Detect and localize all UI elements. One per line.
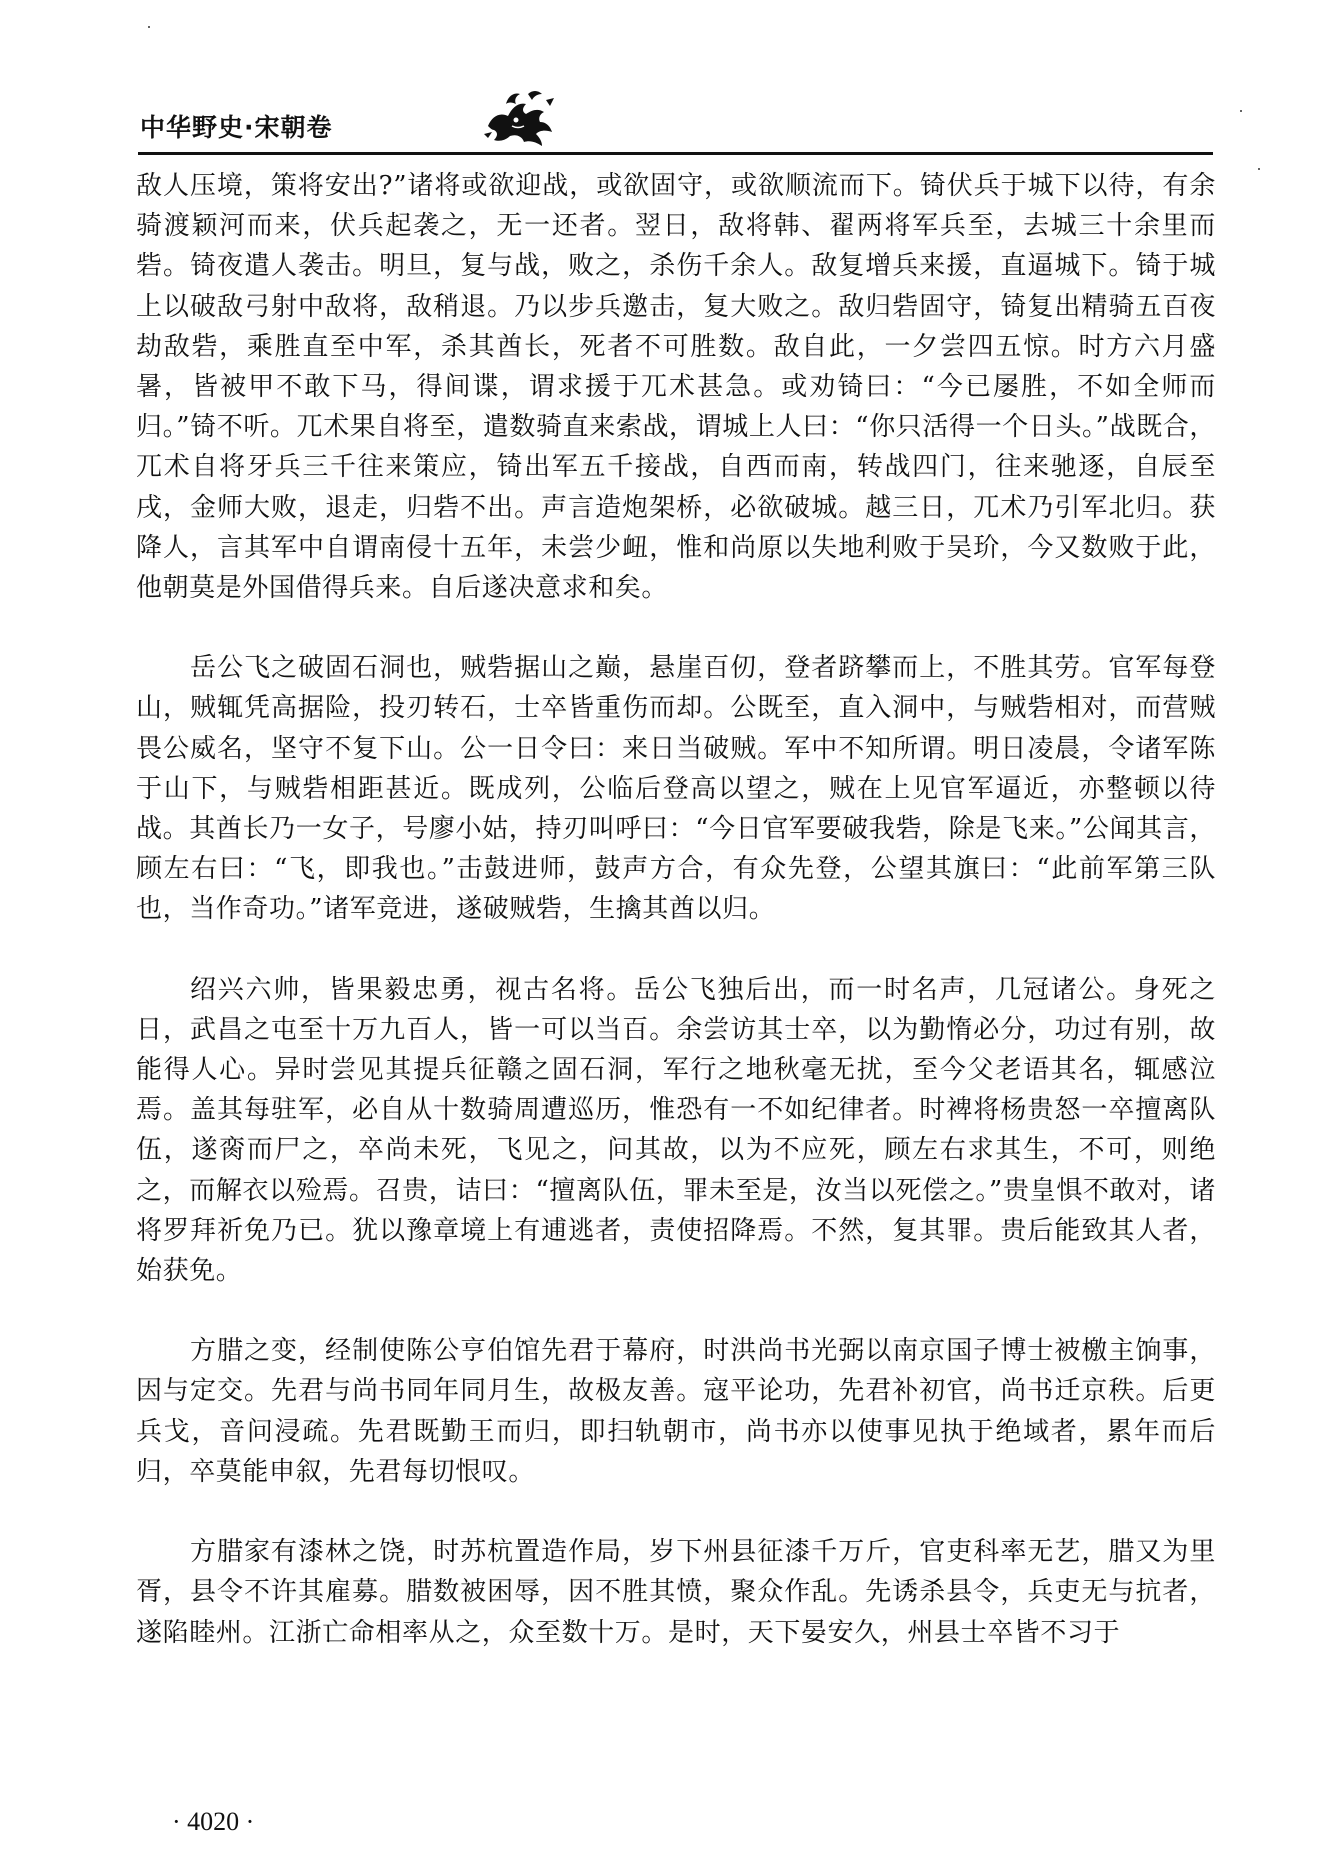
paragraph-2: 岳公飞之破固石洞也，贼砦据山之巅，悬崖百仞，登者跻攀而上，不胜其劳。官军每登山，贼辄凭高据险，投刃转石，士卒皆重伤而却。公既至，直入洞中，与贼砦相对，而营贼畏公威名，坚守不复下山。公一日令曰：来日当破贼。军中不知所谓。明日凌晨，令诸军陈于山下，与贼砦相距甚近。既成列，公临后登高以望之，贼在上见官军逼近，亦整顿以待战。其酋长乃一女子，号廖小姑，持刃叫呼曰：“今日官军要破我砦，除是飞来。”公闻其言，顾左右曰：“飞，即我也。”击鼓进师，鼓声方合，有众先登，公望其旗曰：“此前军第三队也，当作奇功。”诸军竞进，遂破贼砦，生擒其酋以归。: [136, 653, 1216, 925]
scan-speck: [1240, 110, 1242, 112]
running-title: 中华野史·宋朝卷: [140, 113, 333, 142]
paragraph-4: 方腊之变，经制使陈公亨伯馆先君于幕府，时洪尚书光弼以南京国子博士被檄主饷事，因与定交。先君与尚书同年同月生，故极友善。寇平论功，先君补初官，尚书迁京秩。后更兵戈，音问浸疏。先君既勤王而归，即扫轨朝市，尚书亦以使事见执于绝域者，累年而后归，卒莫能申叙，先君每切恨叹。: [136, 1336, 1216, 1487]
dragon-icon: [482, 86, 556, 150]
scan-speck: [1258, 168, 1260, 170]
body-text: [136, 166, 1216, 1653]
paragraph-1: 敌人压境，策将安出?”诸将或欲迎战，或欲固守，或欲顺流而下。锜伏兵于城下以待，有余骑渡颖河而来，伏兵起袭之，无一还者。翌日，敌将韩、翟两将军兵至，去城三十余里而砦。锜夜遣人袭击。明旦，复与战，败之，杀伤千余人。敌复增兵来援，直逼城下。锜于城上以破敌弓射中敌将，敌稍退。乃以步兵邀击，复大败之。敌归砦固守，锜复出精骑五百夜劫敌砦，乘胜直至中军，杀其酋长，死者不可胜数。敌自此，一夕尝四五惊。时方六月盛暑，皆被甲不敢下马，得间谍，谓求援于兀术甚急。或劝锜曰：“今已屡胜，不如全师而归。”锜不听。兀术果自将至，遣数骑直来索战，谓城上人曰：“你只活得一个日头。”战既合，兀术自将牙兵三千往来策应，锜出军五千接战，自西而南，转战四门，往来驰逐，自辰至戌，金师大败，退走，归砦不出。声言造炮架桥，必欲破城。越三日，兀术乃引军北归。获降人，言其军中自谓南侵十五年，未尝少衄，惟和尚原以失地利败于吴玠，今又数败于此，他朝莫是外国借得兵来。自后遂决意求和矣。: [136, 171, 1216, 604]
paragraph-3: 绍兴六帅，皆果毅忠勇，视古名将。岳公飞独后出，而一时名声，几冠诸公。身死之日，武昌之屯至十万九百人，皆一可以当百。余尝访其士卒，以为勤惰必分，功过有别，故能得人心。异时尝见其提兵征赣之固石洞，军行之地秋毫无扰，至今父老语其名，辄感泣焉。盖其每驻军，必自从十数骑周遭巡历，惟恐有一不如纪律者。时裨将杨贵怒一卒擅离队伍，遂脔而尸之，卒尚未死，飞见之，问其故，以为不应死，顾左右求其生，不可，则绝之，而解衣以殓焉。召贵，诘曰：“擅离队伍，罪未至是，汝当以死偿之。”贵皇惧不敢对，诸将罗拜祈免乃已。犹以豫章境上有逋逃者，责使招降焉。不然，复其罪。贵后能致其人者，始获免。: [136, 974, 1216, 1287]
header-rule: [138, 152, 1213, 155]
scan-speck: [148, 26, 150, 28]
page-number: · 4020 ·: [172, 1807, 255, 1836]
paragraph-5: 方腊家有漆林之饶，时苏杭置造作局，岁下州县征漆千万斤，官吏科率无艺，腊又为里胥，县令不许其雇募。腊数被困辱，因不胜其愤，聚众作乱。先诱杀县令，兵吏无与抗者，遂陷睦州。江浙亡命相率从之，众至数十万。是时，天下晏安久，州县士卒皆不习于: [136, 1537, 1216, 1648]
